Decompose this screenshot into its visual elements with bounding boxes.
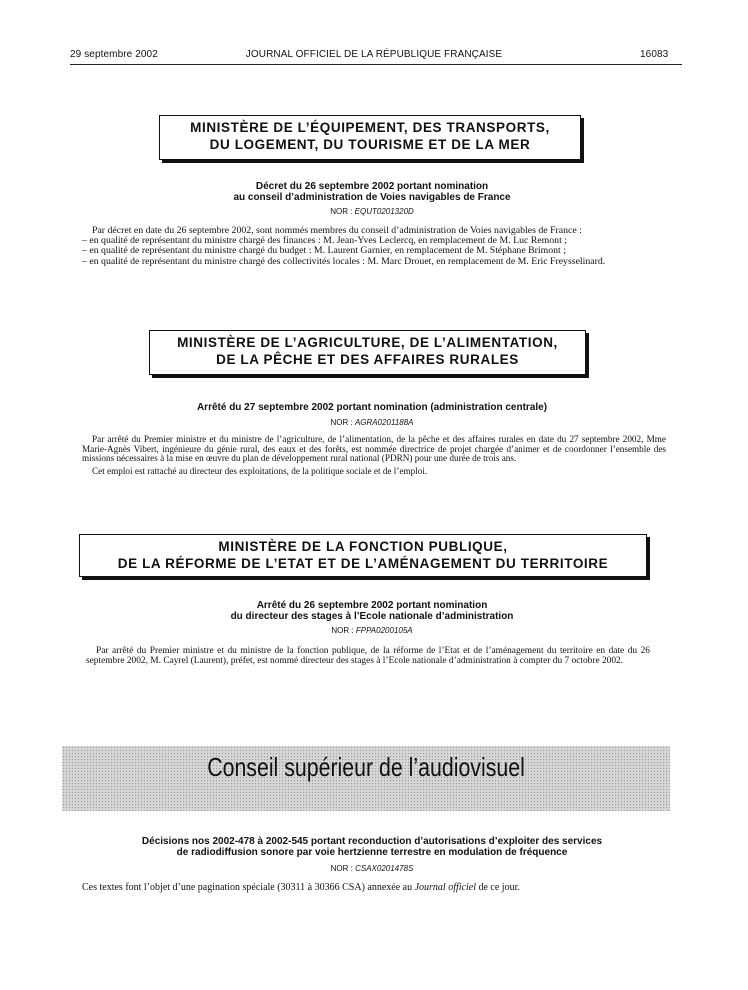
- nor-reference: [62, 864, 682, 873]
- nor-code: FPPA0200105A: [355, 626, 413, 635]
- csa-text: Ces textes font l’objet d’une pagination spéciale (30311 à 30366 CSA) annexée au: [82, 882, 415, 893]
- nor-label: NOR :: [331, 626, 354, 635]
- list-item: – en qualité de représentant du ministre chargé des finances : M. Jean-Yves Leclercq, en remplacement de M. Luc Remont ;: [82, 235, 567, 247]
- header-rule: [70, 64, 682, 65]
- decisions-title: [62, 836, 682, 858]
- title-line: de radiodiffusion sonore par voie hertzienne terrestre en modulation de fréquence: [176, 847, 568, 858]
- journal-officiel-italic: Journal officiel: [414, 882, 476, 893]
- nor-code: CSAX0201478S: [355, 864, 414, 873]
- nor-code: AGRA0201188A: [354, 418, 414, 427]
- list-item: – en qualité de représentant du ministre chargé des collectivités locales : M. Marc Drouet, en remplacement de M. Eric Freysselinard.: [82, 255, 606, 267]
- ministry-line: MINISTÈRE DE LA FONCTION PUBLIQUE,: [218, 539, 508, 554]
- title-line: Décret du 26 septembre 2002 portant nomination: [255, 181, 489, 192]
- header-page-number: 16083: [640, 49, 669, 60]
- nor-reference: [62, 626, 682, 635]
- paragraph: Par décret en date du 26 septembre 2002, sont nommés membres du conseil d’administration de Voies navigables de France :: [92, 225, 582, 236]
- title-line: Décisions nos 2002-478 à 2002-545 portant reconduction d’autorisations d’exploiter des services: [141, 836, 603, 847]
- nor-reference: [62, 418, 682, 427]
- csa-banner-title: Conseil supérieur de l’audiovisuel: [207, 752, 525, 782]
- decree-title: [62, 181, 682, 203]
- arrete-title: [62, 600, 682, 622]
- ministry-line: MINISTÈRE DE L’ÉQUIPEMENT, DES TRANSPORTS,: [190, 120, 550, 135]
- ministry-line: DU LOGEMENT, DU TOURISME ET DE LA MER: [209, 137, 531, 152]
- ministry-box-fonction-publique: [79, 534, 647, 577]
- nor-label: NOR :: [330, 418, 353, 427]
- nor-code: EQUT0201320D: [354, 207, 414, 216]
- paragraph: Par arrêté du Premier ministre et du ministre de l’agriculture, de l’alimentation, de la pêche et des affaires rurales en date du 27 septembre 2002, Mme Marie-Agnès Vibert, ingénieure du génie rural, des eaux et des forêts, est nommée directrice de projet chargée d’animer et de coordonner l’ensemble des missions nécessaires à la mise en œuvre du plan de développement rural national (PDRN) pour une durée de trois ans.: [82, 434, 666, 464]
- ministry-line: DE LA RÉFORME DE L’ETAT ET DE L’AMÉNAGEMENT DU TERRITOIRE: [117, 556, 609, 571]
- paragraph: Par arrêté du Premier ministre et du ministre de la fonction publique, de la réforme de l’Etat et de l’aménagement du territoire en date du 26 septembre 2002, M. Cayrel (Laurent), préfet, est nommé directeur des stages à l’Ecole nationale d’administration à compter du 7 octobre 2002.: [86, 646, 650, 666]
- header-date: 29 septembre 2002: [70, 49, 158, 60]
- nor-label: NOR :: [330, 207, 353, 216]
- arrete-body: [82, 435, 666, 476]
- csa-text: de ce jour.: [475, 882, 520, 893]
- csa-body: [82, 883, 682, 893]
- arrete-body: [86, 646, 650, 666]
- list-item: – en qualité de représentant du ministre chargé du budget : M. Laurent Garnier, en remplacement de M. Stéphane Brimont ;: [82, 245, 566, 257]
- title-line: Arrêté du 26 septembre 2002 portant nomination: [256, 600, 488, 611]
- title-line: Arrêté du 27 septembre 2002 portant nomination (administration centrale): [196, 402, 548, 413]
- ministry-line: MINISTÈRE DE L’AGRICULTURE, DE L’ALIMENTATION,: [177, 335, 558, 350]
- nor-reference: [62, 207, 682, 216]
- ministry-line: DE LA PÊCHE ET DES AFFAIRES RURALES: [216, 352, 519, 367]
- title-line: au conseil d’administration de Voies navigables de France: [233, 192, 511, 203]
- title-line: du directeur des stages à l’Ecole nationale d’administration: [230, 611, 514, 622]
- arrete-title: [62, 402, 682, 413]
- ministry-box-equipement: [159, 115, 581, 160]
- ministry-box-agriculture: [149, 330, 586, 375]
- decree-body: [82, 226, 666, 267]
- paragraph: Cet emploi est rattaché au directeur des exploitations, de la politique sociale et de l’emploi.: [92, 465, 428, 476]
- nor-label: NOR :: [330, 864, 353, 873]
- header-journal-title: JOURNAL OFFICIEL DE LA RÉPUBLIQUE FRANÇAISE: [245, 49, 503, 60]
